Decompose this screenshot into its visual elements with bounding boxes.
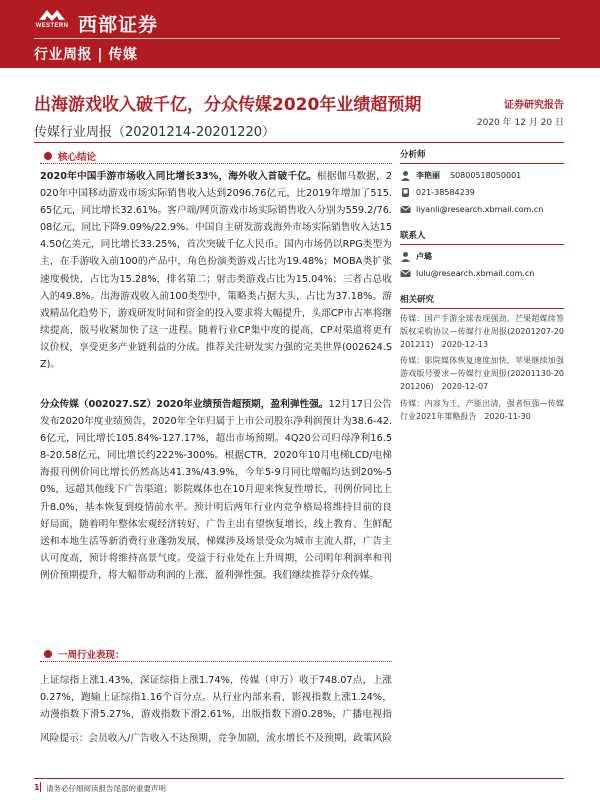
contact-info	[400, 251, 564, 262]
logo-mark	[34, 8, 70, 30]
report-subtitle: 传媒行业周报（20201214-20201220）	[34, 125, 276, 140]
related-research-item[interactable]: 传媒：国产手游全球表现强劲，芒果超媒续签版权采购协议—传媒行业周报(20201207-20201211) 2020-12-13	[400, 314, 564, 349]
contact-email-row	[400, 268, 564, 279]
risk-warning-paragraph: 风险提示：会员收入/广告收入不达预期，竞争加剧，流水增长不及预期，政策风险	[40, 733, 392, 744]
person-icon	[400, 251, 411, 262]
related-research-list	[400, 313, 564, 423]
core-paragraph-focus-media	[40, 396, 392, 636]
analyst-cert: S0800518050001	[450, 171, 522, 180]
core-conclusion-header	[40, 148, 392, 164]
contact-email[interactable]: lulu@research.xbmail.com.cn	[416, 269, 535, 278]
core-paragraph-games	[40, 168, 392, 390]
bullet-dot-icon	[44, 650, 52, 658]
analyst-info	[400, 170, 564, 181]
footer-separator	[40, 782, 41, 792]
weekly-performance-paragraph: 上证综指上涨1.43%，深证综指上涨1.74%，传媒（申万）收于748.07点，上涨0.27%，跑输上证综指1.16个百分点。从行业内部来看，影视指数上涨1.24%，动漫指数下滑5.27%，游戏指数下滑2.61%，出版指数下滑0.28%，广播电视指	[40, 675, 392, 721]
paragraph-body: 12月17日公告发布2020年度业绩预告，2020年全年归属于上市公司股东净利润预计为38.6-42.6亿元，同比增长105.84%-127.17%，超出市场预期。4Q20公司归母净利16.58-20.58亿元，同比增长约222%-300%。根据CTR，2020年10月电梯LCD/电梯海报刊例价同比增长仍然高达41.3%/43.9%，今年5-9月同比增幅均达到20%-50%，远超其他线下广告渠道；影院媒体也在10月迎来恢复性增长，刊例价同比上升8.0%，基本恢复到疫情前水平。预计明后两年行业内竞争格局将维持目前的良好局面，随着明年整体宏观经济转好，广告主出有望恢复增长，线上教育、生鲜配送和本地生活等新消费行业蓬勃发展，梯媒涉及场景受众为城市主流人群，广告主认可度高，预计将维持高景气度。受益于行业处在上升周期，公司明年利润率和刊例价预期提升，将大幅带动利润的上涨，盈利弹性强。我们继续推荐分众传媒。	[40, 399, 392, 581]
phone-icon	[400, 187, 411, 198]
sidebar	[400, 148, 564, 423]
paragraph-lead: 2020年中国手游市场收入同比增长33%，海外收入首破千亿。	[40, 171, 317, 182]
weekly-performance-header	[40, 646, 392, 662]
contact-name: 卢璐	[416, 252, 432, 261]
analyst-email-row	[400, 204, 564, 215]
email-icon	[400, 204, 411, 215]
section-heading: 核心结论	[58, 151, 97, 163]
logo-en-text: WESTERN	[35, 23, 69, 29]
company-logo	[34, 8, 158, 37]
report-category: 行业周报 | 传媒	[34, 47, 138, 63]
contact-heading: 联系人	[400, 229, 564, 245]
analyst-name: 李艳丽	[416, 171, 440, 180]
footer-disclaimer: 请务必仔细阅读报告尾部的重要声明	[46, 784, 166, 793]
page-number: 1	[34, 783, 40, 792]
main-column	[40, 148, 392, 766]
analyst-email[interactable]: liyanli@research.xbmail.com.cn	[416, 205, 544, 214]
paragraph-lead: 分众传媒（002027.SZ）2020年业绩预告超预期，盈利弹性强。	[40, 399, 329, 410]
related-research-item[interactable]: 传媒：影院媒体恢复速度加快，苹果继续加强游戏版号要求—传媒行业周报(20201130-20201206) 2020-12-07	[400, 356, 564, 391]
header-band	[0, 0, 600, 68]
related-research-item[interactable]: 传媒：内容为王，产能出清，强者恒强—传媒行业2021年策略报告 2020-11-30	[400, 398, 564, 421]
bullet-dot-icon	[44, 152, 52, 160]
logo-wing-icon	[37, 8, 67, 22]
footer-divider	[34, 778, 564, 779]
related-research-heading: 相关研究	[400, 293, 564, 309]
analyst-phone: 021-38584239	[416, 188, 475, 197]
report-title: 出海游戏收入破千亿，分众传媒2020年业绩超预期	[34, 95, 422, 115]
analyst-heading: 分析师	[400, 148, 564, 164]
logo-cn-text: 西部证券	[78, 14, 159, 36]
person-icon	[400, 170, 411, 181]
email-icon	[400, 268, 411, 279]
report-type: 证券研究报告	[504, 100, 564, 111]
title-divider	[34, 142, 564, 143]
paragraph-body: 根据伽马数据，2020年中国移动游戏市场实际销售收入达到2096.76亿元，比2019年增加了515.65亿元，同比增长32.61%。客户端/网页游戏市场实际销售收入分别为559.2/76.08亿元，同比下降9.09%/22.9%。中国自主研发游戏海外市场实际销售收入达154.50亿美元，同比增长33.25%，首次突破千亿人民币。国内市场仍以RPG类型为主，在手游收入前100的产品中，角色扮演类游戏占比为19.48%；MOBA类扩张速度极快，占比为15.28%，排名第二；射击类游戏占比为15.04%；三者占总收入的49.8%。出海游戏收入前100类型中，策略类占据大头，占比为37.18%。游戏精品化趋势下，游戏研发时间和资金的投入要求将大幅提升，头部CP市占率将继续提高，版号收紧加快了这一进程。随着行业CP集中度的提高，CP对渠道将更有议价权，享受更多产业链利益的分成。推荐关注研发实力强的完美世界(002624.SZ)。	[40, 171, 392, 371]
report-date: 2020 年 12 月 20 日	[476, 118, 564, 128]
section-heading: 一周行业表现：	[58, 649, 125, 661]
header-divider	[34, 38, 560, 39]
analyst-phone-row	[400, 187, 564, 198]
